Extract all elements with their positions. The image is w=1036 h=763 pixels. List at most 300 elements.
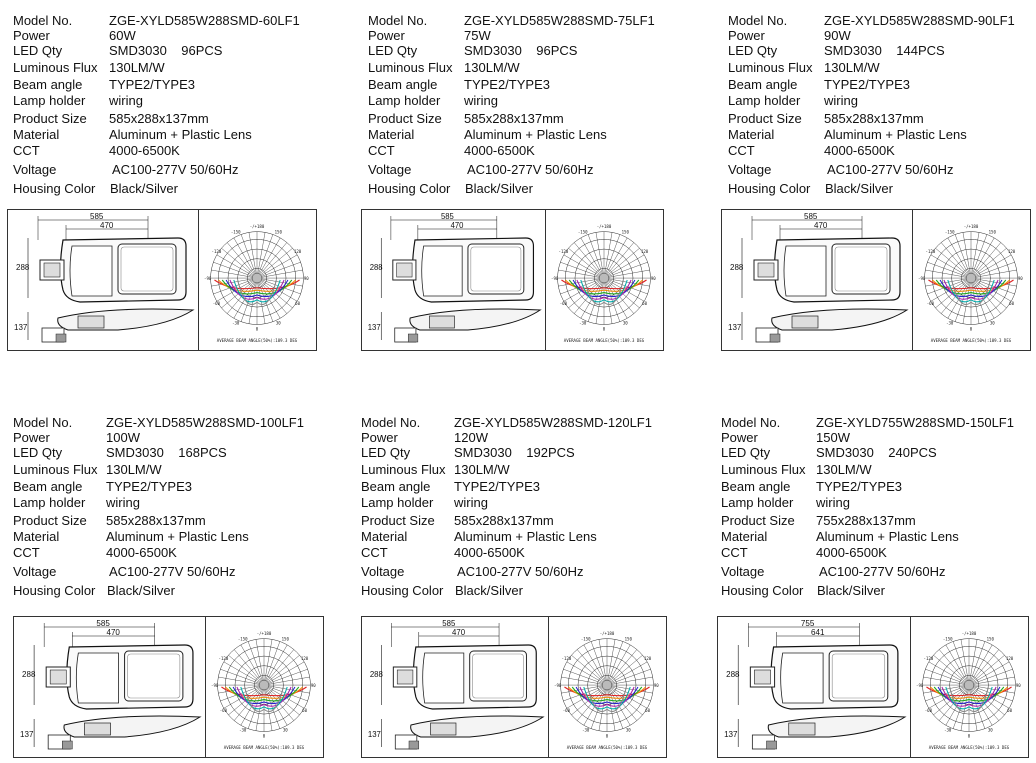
polar-angle-label: -/+180 xyxy=(256,630,272,636)
dim-side-label: 137 xyxy=(367,729,381,740)
spec-value-holder: wiring xyxy=(109,93,143,108)
spec-row-voltage xyxy=(361,564,681,580)
spec-label: CCT xyxy=(721,545,748,560)
spec-label: Power xyxy=(728,27,765,43)
polar-angle-label: -/+180 xyxy=(961,630,977,636)
dim-inner-label: 470 xyxy=(452,627,466,638)
polar-angle-label: 0 xyxy=(605,733,609,739)
spec-label: Power xyxy=(361,429,398,445)
beam-angle-caption: AVERAGE BEAM ANGLE(50%):109.3 DEG xyxy=(223,744,305,750)
lamp-dimension-drawing xyxy=(718,617,910,757)
polar-angle-label: -120 xyxy=(218,655,229,661)
spec-value-cct: 4000-6500K xyxy=(824,143,895,158)
drawing-panel xyxy=(361,209,664,351)
spec-value-holder: wiring xyxy=(816,495,850,510)
polar-angle-label: -/+180 xyxy=(249,223,265,229)
lamp-top-view xyxy=(40,238,186,302)
spec-label: CCT xyxy=(13,143,40,158)
polar-angle-label: 90 xyxy=(1017,276,1023,281)
polar-center xyxy=(964,680,974,690)
spec-label: CCT xyxy=(361,545,388,560)
spec-row-flux xyxy=(13,462,333,478)
polar-angle-label: -30 xyxy=(239,727,247,733)
lamp-side-view xyxy=(368,716,543,749)
dim-side-label: 137 xyxy=(728,323,742,332)
spec-value-power: 120W xyxy=(454,429,488,445)
spec-value-beam: TYPE2/TYPE3 xyxy=(816,479,902,494)
spec-label: LED Qty xyxy=(13,445,63,460)
spec-label: Beam angle xyxy=(13,77,83,92)
polar-angle-label: 120 xyxy=(300,655,309,661)
spec-value-power: 100W xyxy=(106,429,140,445)
spec-row-voltage xyxy=(721,564,1036,580)
spec-label: Material xyxy=(728,127,775,142)
lamp-side-view xyxy=(728,309,907,342)
spec-value-size: 585x288x137mm xyxy=(464,111,564,126)
spec-value-power: 90W xyxy=(824,27,851,43)
spec-value-holder: wiring xyxy=(824,93,858,108)
spec-row-housing xyxy=(361,583,681,599)
spec-row-voltage xyxy=(13,564,333,580)
polar-angle-label: 0 xyxy=(969,326,973,332)
spec-row-material xyxy=(368,127,688,143)
spec-row-holder xyxy=(368,93,688,109)
spec-row-voltage xyxy=(728,162,1036,178)
spec-label: Beam angle xyxy=(721,479,791,494)
spec-value-material: Aluminum + Plastic Lens xyxy=(816,529,959,544)
spec-value-flux: 130LM/W xyxy=(454,462,510,477)
spec-label: Model No. xyxy=(13,415,73,430)
spec-row-holder xyxy=(13,495,333,511)
polar-angle-label: -90 xyxy=(916,683,924,688)
polar-angle-label: 90 xyxy=(310,683,316,688)
spec-label: Model No. xyxy=(721,415,781,430)
drawing-panel xyxy=(13,616,324,758)
dim-side-label: 137 xyxy=(724,730,738,739)
spec-row-material xyxy=(721,529,1036,545)
beam-angle-caption: AVERAGE BEAM ANGLE(50%):109.3 DEG xyxy=(928,744,1010,750)
polar-angle-label: 150 xyxy=(624,636,632,642)
polar-angle-label: 0 xyxy=(262,733,266,739)
polar-center xyxy=(252,273,262,283)
spec-row-led xyxy=(721,445,1036,461)
polar-angle-label: -90 xyxy=(211,683,219,688)
dim-inner-label: 470 xyxy=(450,220,464,231)
lamp-dimension-drawing xyxy=(722,210,912,350)
spec-value-size: 755x288x137mm xyxy=(816,513,916,528)
spec-value-flux: 130LM/W xyxy=(464,60,520,75)
spec-label: CCT xyxy=(368,143,395,158)
polar-angle-label: -120 xyxy=(211,248,222,254)
polar-angle-label: 0 xyxy=(602,326,606,332)
spec-label: Product Size xyxy=(728,111,802,126)
spec-value-material: Aluminum + Plastic Lens xyxy=(106,529,249,544)
beam-angle-caption: AVERAGE BEAM ANGLE(50%):109.3 DEG xyxy=(563,337,645,343)
spec-value-holder: wiring xyxy=(454,495,488,510)
spec-label: Lamp holder xyxy=(13,93,86,108)
spec-value-material: Aluminum + Plastic Lens xyxy=(464,127,607,142)
spec-value-housing: Black/Silver xyxy=(107,583,175,598)
polar-angle-label: -150 xyxy=(237,636,248,642)
spec-row-size xyxy=(721,513,1036,529)
spec-value-housing: Black/Silver xyxy=(817,583,885,598)
polar-angle-label: 90 xyxy=(1015,683,1021,688)
polar-angle-label: -30 xyxy=(582,727,590,733)
dim-side-label: 137 xyxy=(367,322,381,333)
spec-label: Material xyxy=(13,127,60,142)
spec-value-led: SMD3030 192PCS xyxy=(454,445,575,460)
spec-row-flux xyxy=(368,60,688,76)
spec-value-holder: wiring xyxy=(464,93,498,108)
spec-label: Voltage xyxy=(721,564,765,579)
dim-width-label: 585 xyxy=(804,212,818,221)
polar-angle-label: -150 xyxy=(944,229,955,235)
spec-value-beam: TYPE2/TYPE3 xyxy=(109,77,195,92)
spec-label: Product Size xyxy=(13,513,87,528)
spec-value-holder: wiring xyxy=(106,495,140,510)
spec-value-led: SMD3030 240PCS xyxy=(816,445,937,460)
spec-label: LED Qty xyxy=(721,445,771,460)
polar-angle-label: -60 xyxy=(926,301,935,307)
polar-center xyxy=(602,680,612,690)
polar-angle-label: -120 xyxy=(558,248,569,254)
spec-label: Product Size xyxy=(361,513,435,528)
spec-value-flux: 130LM/W xyxy=(109,60,165,75)
drawing-panel xyxy=(721,209,1031,351)
spec-value-cct: 4000-6500K xyxy=(454,545,525,560)
spec-row-beam xyxy=(728,77,1036,93)
spec-label: Power xyxy=(368,27,405,43)
polar-angle-label: -90 xyxy=(551,276,559,281)
spec-row-housing xyxy=(368,181,688,197)
spec-label: Voltage xyxy=(361,564,405,579)
polar-angle-label: 60 xyxy=(645,708,651,714)
spec-label: Luminous Flux xyxy=(13,462,98,477)
spec-label: LED Qty xyxy=(368,43,418,58)
dim-height-label: 288 xyxy=(730,263,744,272)
spec-value-material: Aluminum + Plastic Lens xyxy=(454,529,597,544)
polar-angle-label: 0 xyxy=(967,733,971,739)
spec-label: CCT xyxy=(728,143,755,158)
dim-height-label: 288 xyxy=(726,670,740,679)
polar-angle-label: 90 xyxy=(653,683,659,688)
spec-row-led xyxy=(13,43,333,59)
lamp-top-view xyxy=(750,645,898,709)
polar-angle-label: 150 xyxy=(274,229,282,235)
dim-height-label: 288 xyxy=(16,263,30,272)
polar-angle-label: 30 xyxy=(622,320,628,326)
spec-label: Beam angle xyxy=(361,479,431,494)
polar-angle-label: 150 xyxy=(621,229,629,235)
spec-label: Model No. xyxy=(728,13,788,28)
spec-value-cct: 4000-6500K xyxy=(816,545,887,560)
spec-value-led: SMD3030 144PCS xyxy=(824,43,945,58)
spec-label: Housing Color xyxy=(368,181,451,196)
spec-row-voltage xyxy=(13,162,333,178)
polar-light-distribution xyxy=(206,617,322,757)
spec-value-power: 150W xyxy=(816,429,850,445)
polar-angle-label: 30 xyxy=(625,727,631,733)
spec-value-led: SMD3030 96PCS xyxy=(464,43,578,58)
spec-value-beam: TYPE2/TYPE3 xyxy=(106,479,192,494)
polar-angle-label: -60 xyxy=(212,301,221,307)
polar-angle-label: -60 xyxy=(219,708,228,714)
spec-value-housing: Black/Silver xyxy=(110,181,178,196)
spec-label: Product Size xyxy=(368,111,442,126)
polar-center xyxy=(599,273,609,283)
polar-angle-label: 0 xyxy=(255,326,259,332)
polar-angle-label: -30 xyxy=(946,320,954,326)
polar-light-distribution xyxy=(546,210,662,350)
spec-row-led xyxy=(13,445,333,461)
spec-value-voltage: AC100-277V 50/60Hz xyxy=(112,162,239,177)
dim-inner-label: 641 xyxy=(810,628,825,637)
spec-value-housing: Black/Silver xyxy=(455,583,523,598)
spec-label: Product Size xyxy=(721,513,795,528)
dim-width-label: 585 xyxy=(440,211,454,222)
spec-row-beam xyxy=(721,479,1036,495)
spec-row-model xyxy=(361,415,681,431)
polar-angle-label: 90 xyxy=(303,276,309,281)
spec-label: CCT xyxy=(13,545,40,560)
spec-row-power xyxy=(361,430,681,446)
spec-value-led: SMD3030 168PCS xyxy=(106,445,227,460)
spec-row-cct xyxy=(13,143,333,159)
spec-value-material: Aluminum + Plastic Lens xyxy=(109,127,252,142)
polar-angle-label: 30 xyxy=(989,320,995,326)
polar-angle-label: -90 xyxy=(554,683,562,688)
lamp-side-view xyxy=(368,309,540,342)
spec-value-voltage: AC100-277V 50/60Hz xyxy=(467,162,594,177)
polar-angle-label: -30 xyxy=(944,727,952,733)
spec-label: Power xyxy=(13,27,50,43)
spec-row-beam xyxy=(13,77,333,93)
spec-label: Voltage xyxy=(13,162,57,177)
spec-row-flux xyxy=(361,462,681,478)
spec-row-housing xyxy=(13,583,333,599)
spec-value-flux: 130LM/W xyxy=(106,462,162,477)
spec-row-power xyxy=(721,430,1036,446)
spec-value-voltage: AC100-277V 50/60Hz xyxy=(109,564,236,579)
dim-height-label: 288 xyxy=(369,669,383,680)
spec-label: Luminous Flux xyxy=(361,462,446,477)
polar-angle-label: -90 xyxy=(918,276,926,281)
spec-row-led xyxy=(361,445,681,461)
spec-value-power: 75W xyxy=(464,27,491,43)
lamp-top-view xyxy=(393,645,536,709)
spec-row-model xyxy=(13,415,333,431)
spec-value-voltage: AC100-277V 50/60Hz xyxy=(827,162,954,177)
spec-value-size: 585x288x137mm xyxy=(824,111,924,126)
spec-row-led xyxy=(728,43,1036,59)
spec-row-size xyxy=(368,111,688,127)
polar-angle-label: -30 xyxy=(232,320,240,326)
polar-angle-label: 120 xyxy=(1007,248,1016,254)
spec-value-model: ZGE-XYLD755W288SMD-150LF1 xyxy=(816,415,1014,430)
spec-row-material xyxy=(728,127,1036,143)
polar-angle-label: 120 xyxy=(293,248,302,254)
spec-row-holder xyxy=(728,93,1036,109)
spec-row-size xyxy=(728,111,1036,127)
lamp-dimension-drawing xyxy=(14,617,205,757)
spec-value-model: ZGE-XYLD585W288SMD-75LF1 xyxy=(464,13,655,28)
spec-row-cct xyxy=(721,545,1036,561)
spec-label: Material xyxy=(361,529,408,544)
lamp-dimension-drawing xyxy=(362,617,548,757)
spec-row-holder xyxy=(13,93,333,109)
spec-row-size xyxy=(361,513,681,529)
lamp-top-view xyxy=(46,645,193,709)
spec-row-power xyxy=(13,430,333,446)
spec-label: Housing Color xyxy=(728,181,811,196)
spec-row-model xyxy=(721,415,1036,431)
spec-row-material xyxy=(13,529,333,545)
spec-label: Housing Color xyxy=(13,583,96,598)
polar-light-distribution xyxy=(911,617,1027,757)
polar-angle-label: 60 xyxy=(295,301,301,307)
polar-angle-label: -/+180 xyxy=(599,630,615,636)
lamp-top-view xyxy=(393,238,534,302)
spec-row-holder xyxy=(361,495,681,511)
lamp-side-view xyxy=(724,716,905,749)
polar-angle-label: -150 xyxy=(577,229,588,235)
dim-width-label: 585 xyxy=(96,619,110,628)
lamp-side-view xyxy=(14,309,193,342)
spec-label: Material xyxy=(13,529,60,544)
spec-row-cct xyxy=(13,545,333,561)
spec-label: Lamp holder xyxy=(368,93,441,108)
spec-row-housing xyxy=(13,181,333,197)
spec-label: Lamp holder xyxy=(361,495,434,510)
polar-angle-label: 150 xyxy=(988,229,996,235)
spec-row-flux xyxy=(13,60,333,76)
polar-angle-label: 60 xyxy=(302,708,308,714)
dim-inner-label: 470 xyxy=(814,221,828,230)
spec-label: Model No. xyxy=(368,13,428,28)
spec-row-housing xyxy=(721,583,1036,599)
spec-row-size xyxy=(13,513,333,529)
spec-value-power: 60W xyxy=(109,27,136,43)
lamp-top-view xyxy=(754,238,900,302)
spec-row-led xyxy=(368,43,688,59)
polar-angle-label: -150 xyxy=(230,229,241,235)
spec-label: Housing Color xyxy=(13,181,96,196)
polar-angle-label: 60 xyxy=(1007,708,1013,714)
spec-row-beam xyxy=(13,479,333,495)
spec-value-model: ZGE-XYLD585W288SMD-60LF1 xyxy=(109,13,300,28)
spec-label: Voltage xyxy=(13,564,57,579)
spec-row-model xyxy=(728,13,1036,29)
spec-row-power xyxy=(13,28,333,44)
polar-angle-label: -120 xyxy=(923,655,934,661)
drawing-panel xyxy=(361,616,667,758)
spec-label: Housing Color xyxy=(721,583,804,598)
spec-value-cct: 4000-6500K xyxy=(106,545,177,560)
drawing-panel xyxy=(7,209,317,351)
spec-value-model: ZGE-XYLD585W288SMD-90LF1 xyxy=(824,13,1015,28)
polar-angle-label: 120 xyxy=(643,655,652,661)
spec-label: Luminous Flux xyxy=(13,60,98,75)
spec-row-voltage xyxy=(368,162,688,178)
polar-angle-label: 90 xyxy=(650,276,656,281)
beam-angle-caption: AVERAGE BEAM ANGLE(50%):109.3 DEG xyxy=(216,337,298,343)
spec-label: Voltage xyxy=(728,162,772,177)
polar-angle-label: 30 xyxy=(987,727,993,733)
spec-value-flux: 130LM/W xyxy=(816,462,872,477)
polar-light-distribution xyxy=(199,210,315,350)
spec-label: Voltage xyxy=(368,162,412,177)
spec-label: LED Qty xyxy=(13,43,63,58)
spec-value-flux: 130LM/W xyxy=(824,60,880,75)
dim-width-label: 585 xyxy=(442,618,456,629)
spec-row-power xyxy=(728,28,1036,44)
polar-angle-label: -150 xyxy=(580,636,591,642)
spec-value-cct: 4000-6500K xyxy=(109,143,180,158)
polar-angle-label: 30 xyxy=(275,320,281,326)
polar-angle-label: -120 xyxy=(561,655,572,661)
spec-label: Power xyxy=(721,429,758,445)
dim-width-label: 755 xyxy=(800,619,815,628)
spec-row-size xyxy=(13,111,333,127)
spec-row-housing xyxy=(728,181,1036,197)
polar-angle-label: -60 xyxy=(562,708,571,714)
spec-label: Luminous Flux xyxy=(721,462,806,477)
spec-row-beam xyxy=(368,77,688,93)
spec-label: Model No. xyxy=(13,13,73,28)
spec-label: Material xyxy=(721,529,768,544)
spec-row-flux xyxy=(721,462,1036,478)
spec-label: Beam angle xyxy=(13,479,83,494)
spec-row-power xyxy=(368,28,688,44)
spec-label: Lamp holder xyxy=(13,495,86,510)
polar-center xyxy=(259,680,269,690)
spec-label: Beam angle xyxy=(368,77,438,92)
polar-angle-label: 150 xyxy=(986,636,994,642)
dim-height-label: 288 xyxy=(369,262,383,273)
spec-row-model xyxy=(368,13,688,29)
spec-value-size: 585x288x137mm xyxy=(109,111,209,126)
spec-label: Beam angle xyxy=(728,77,798,92)
polar-angle-label: -60 xyxy=(559,301,568,307)
spec-label: LED Qty xyxy=(361,445,411,460)
polar-angle-label: -120 xyxy=(925,248,936,254)
polar-angle-label: 30 xyxy=(282,727,288,733)
dim-inner-label: 470 xyxy=(106,628,120,637)
spec-row-holder xyxy=(721,495,1036,511)
spec-value-led: SMD3030 96PCS xyxy=(109,43,223,58)
polar-angle-label: -60 xyxy=(924,708,933,714)
spec-label: Material xyxy=(368,127,415,142)
polar-angle-label: -150 xyxy=(942,636,953,642)
drawing-panel xyxy=(717,616,1029,758)
spec-label: Housing Color xyxy=(361,583,444,598)
spec-row-material xyxy=(361,529,681,545)
polar-angle-label: 60 xyxy=(642,301,648,307)
beam-angle-caption: AVERAGE BEAM ANGLE(50%):109.3 DEG xyxy=(930,337,1012,343)
lamp-dimension-drawing xyxy=(362,210,545,350)
spec-row-flux xyxy=(728,60,1036,76)
spec-value-beam: TYPE2/TYPE3 xyxy=(824,77,910,92)
spec-value-beam: TYPE2/TYPE3 xyxy=(464,77,550,92)
dim-inner-label: 470 xyxy=(100,221,114,230)
dim-side-label: 137 xyxy=(14,323,28,332)
dim-height-label: 288 xyxy=(22,670,36,679)
spec-value-cct: 4000-6500K xyxy=(464,143,535,158)
spec-value-housing: Black/Silver xyxy=(465,181,533,196)
spec-value-material: Aluminum + Plastic Lens xyxy=(824,127,967,142)
spec-value-beam: TYPE2/TYPE3 xyxy=(454,479,540,494)
spec-value-model: ZGE-XYLD585W288SMD-120LF1 xyxy=(454,415,652,430)
